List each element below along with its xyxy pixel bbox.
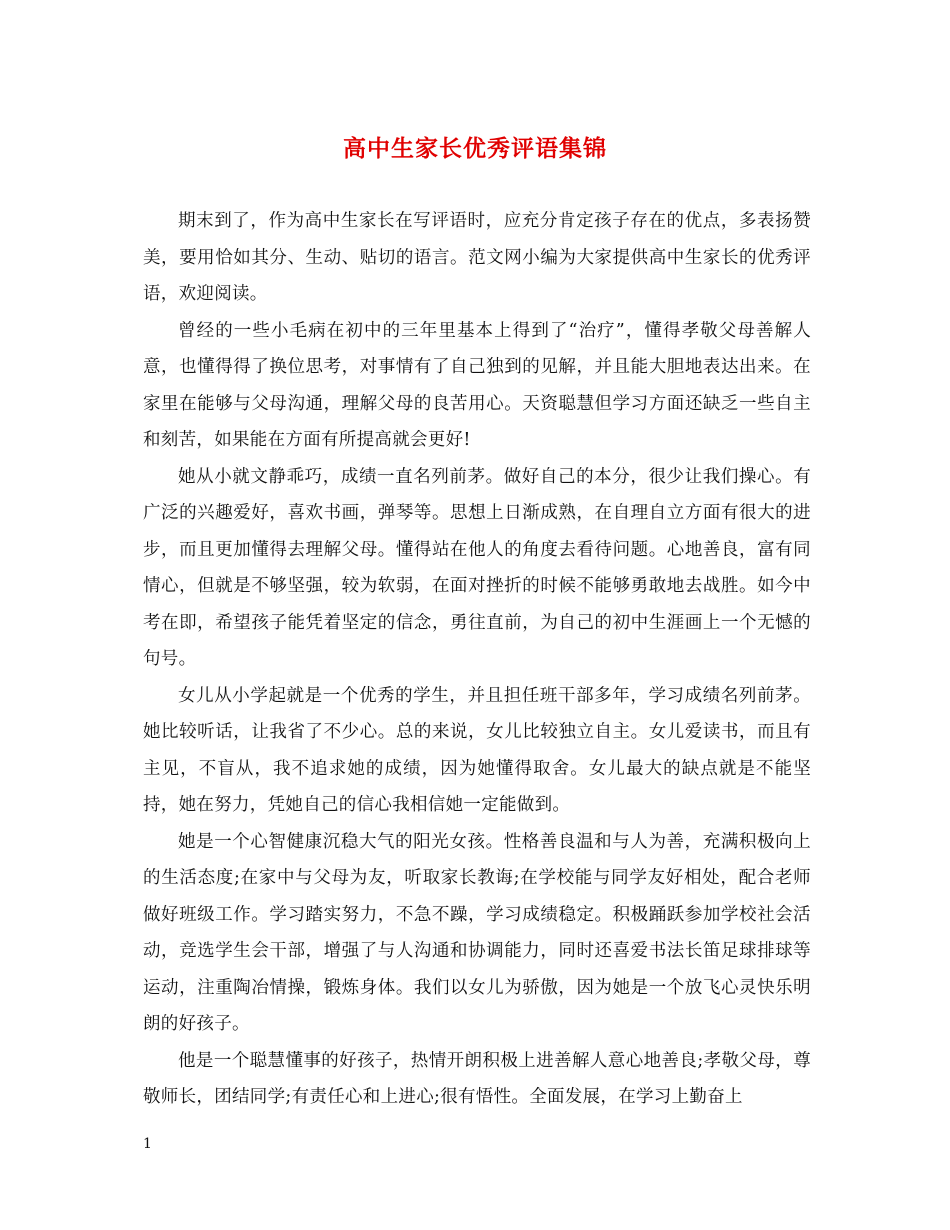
paragraph: 她是一个心智健康沉稳大气的阳光女孩。性格善良温和与人为善，充满积极向上的生活态度;在家中与父母为友，听取家长教诲;在学校能与同学友好相处，配合老师做好班级工作。学习踏实努力，不急不躁，学习成绩稳定。积极踊跃参加学校社会活动，竞选学生会干部，增强了与人沟通和协调能力，同时还喜爱书法长笛足球排球等运动，注重陶冶情操，锻炼身体。我们以女儿为骄傲，因为她是一个放飞心灵快乐明朗的好孩子。 [143, 831, 811, 1034]
page-number: 1 [143, 1136, 152, 1152]
paragraph: 她从小就文静乖巧，成绩一直名列前茅。做好自己的本分，很少让我们操心。有广泛的兴趣爱好，喜欢书画，弹琴等。思想上日渐成熟，在自理自立方面有很大的进步，而且更加懂得去理解父母。懂得站在他人的角度去看待问题。心地善良，富有同情心，但就是不够坚强，较为软弱，在面对挫折的时候不能够勇敢地去战胜。如今中考在即，希望孩子能凭着坚定的信念，勇往直前，为自己的初中生涯画上一个无憾的句号。 [143, 466, 811, 669]
paragraph: 期末到了，作为高中生家长在写评语时，应充分肯定孩子存在的优点，多表扬赞美，要用恰如其分、生动、贴切的语言。范文网小编为大家提供高中生家长的优秀评语，欢迎阅读。 [143, 211, 811, 304]
document-title: 高中生家长优秀评语集锦 [343, 135, 607, 162]
paragraph: 女儿从小学起就是一个优秀的学生，并且担任班干部多年，学习成绩名列前茅。她比较听话，让我省了不少心。总的来说，女儿比较独立自主。女儿爱读书，而且有主见，不盲从，我不追求她的成绩，因为她懂得取舍。女儿最大的缺点就是不能坚持，她在努力，凭她自己的信心我相信她一定能做到。 [143, 685, 811, 815]
paragraph: 他是一个聪慧懂事的好孩子，热情开朗积极上进善解人意心地善良;孝敬父母，尊敬师长，团结同学;有责任心和上进心;很有悟性。全面发展，在学习上勤奋上 [143, 1050, 811, 1107]
paragraph: 曾经的一些小毛病在初中的三年里基本上得到了“治疗”，懂得孝敬父母善解人意，也懂得得了换位思考，对事情有了自己独到的见解，并且能大胆地表达出来。在家里在能够与父母沟通，理解父母的良苦用心。天资聪慧但学习方面还缺乏一些自主和刻苦，如果能在方面有所提高就会更好! [143, 320, 811, 450]
document-body [143, 203, 811, 1116]
